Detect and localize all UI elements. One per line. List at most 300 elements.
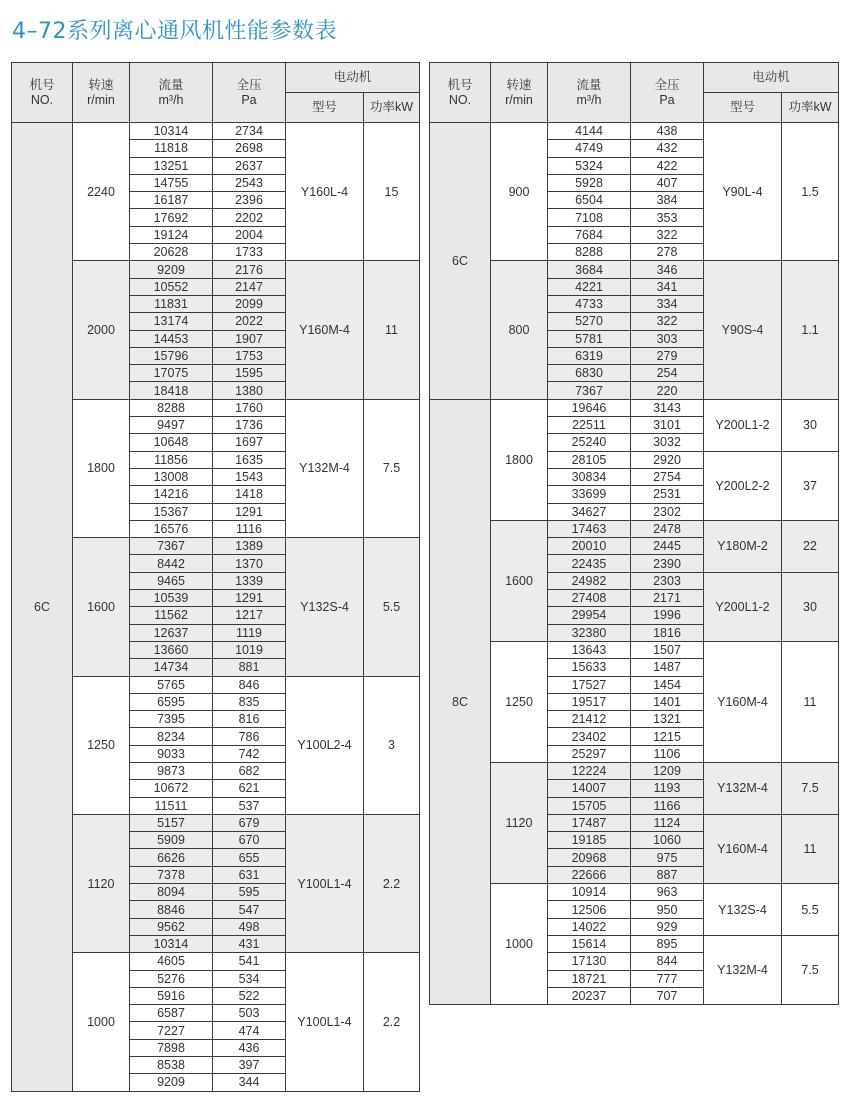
- table-row: [430, 123, 839, 140]
- table-row: [430, 884, 839, 901]
- motor-model-cell: Y160M-4: [704, 641, 782, 762]
- pressure-cell: 950: [631, 901, 704, 918]
- flow-cell: 10914: [548, 884, 631, 901]
- pressure-cell: 2147: [213, 278, 286, 295]
- header-unit: r/min: [505, 92, 533, 107]
- pressure-cell: 1401: [631, 693, 704, 710]
- flow-cell: 7108: [548, 209, 631, 226]
- flow-cell: 5765: [130, 676, 213, 693]
- performance-table-right: [429, 62, 839, 1005]
- pressure-cell: 844: [631, 953, 704, 970]
- motor-model-cell: Y132S-4: [286, 538, 364, 676]
- pressure-cell: 1060: [631, 832, 704, 849]
- flow-cell: 8846: [130, 901, 213, 918]
- flow-cell: 17130: [548, 953, 631, 970]
- flow-cell: 12506: [548, 901, 631, 918]
- flow-cell: 11511: [130, 797, 213, 814]
- flow-cell: 21412: [548, 711, 631, 728]
- flow-cell: 16576: [130, 520, 213, 537]
- header-label: 转速: [88, 77, 114, 92]
- pressure-cell: 384: [631, 192, 704, 209]
- pressure-cell: 1209: [631, 762, 704, 779]
- speed-cell: 1000: [73, 953, 130, 1091]
- pressure-cell: 303: [631, 330, 704, 347]
- pressure-cell: 881: [213, 659, 286, 676]
- motor-model-cell: Y132S-4: [704, 884, 782, 936]
- pressure-cell: 407: [631, 174, 704, 191]
- motor-power-cell: 5.5: [782, 884, 839, 936]
- header-label: 流量: [576, 77, 602, 92]
- flow-cell: 10672: [130, 780, 213, 797]
- flow-cell: 5324: [548, 157, 631, 174]
- motor-model-cell: Y100L1-4: [286, 814, 364, 952]
- pressure-cell: 1454: [631, 676, 704, 693]
- header-motor-model: 型号: [704, 93, 782, 123]
- header-motor-power: 功率kW: [364, 93, 420, 123]
- flow-cell: 5781: [548, 330, 631, 347]
- flow-cell: 20237: [548, 987, 631, 1004]
- motor-power-cell: 11: [782, 814, 839, 883]
- pressure-cell: 2478: [631, 520, 704, 537]
- header-motor: 电动机: [704, 63, 839, 93]
- flow-cell: 22666: [548, 866, 631, 883]
- motor-power-cell: 1.1: [782, 261, 839, 399]
- flow-cell: 13251: [130, 157, 213, 174]
- machine-no-cell: 8C: [430, 399, 491, 1004]
- pressure-cell: 1736: [213, 417, 286, 434]
- flow-cell: 8234: [130, 728, 213, 745]
- motor-power-cell: 2.2: [364, 814, 420, 952]
- flow-cell: 8288: [548, 244, 631, 261]
- table-row: [430, 520, 839, 537]
- flow-cell: 25297: [548, 745, 631, 762]
- pressure-cell: 670: [213, 832, 286, 849]
- flow-cell: 7898: [130, 1039, 213, 1056]
- pressure-cell: 1321: [631, 711, 704, 728]
- flow-cell: 10314: [130, 123, 213, 140]
- header-unit: Pa: [659, 92, 675, 107]
- header-flow: [548, 63, 631, 123]
- flow-cell: 13660: [130, 641, 213, 658]
- flow-cell: 9465: [130, 572, 213, 589]
- pressure-cell: 498: [213, 918, 286, 935]
- header-machine-no: [430, 63, 491, 123]
- flow-cell: 27408: [548, 590, 631, 607]
- flow-cell: 10552: [130, 278, 213, 295]
- speed-cell: 1250: [491, 641, 548, 762]
- table-row: [430, 641, 839, 658]
- pressure-cell: 2637: [213, 157, 286, 174]
- table-row: [12, 814, 420, 831]
- header-unit: NO.: [30, 92, 54, 107]
- flow-cell: 6587: [130, 1005, 213, 1022]
- pressure-cell: 3032: [631, 434, 704, 451]
- flow-cell: 3684: [548, 261, 631, 278]
- pressure-cell: 322: [631, 226, 704, 243]
- speed-cell: 2240: [73, 123, 130, 261]
- flow-cell: 20010: [548, 538, 631, 555]
- pressure-cell: 522: [213, 987, 286, 1004]
- pressure-cell: 1635: [213, 451, 286, 468]
- pressure-cell: 2396: [213, 192, 286, 209]
- pressure-cell: 975: [631, 849, 704, 866]
- flow-cell: 23402: [548, 728, 631, 745]
- table-row: [430, 261, 839, 278]
- flow-cell: 13174: [130, 313, 213, 330]
- pressure-cell: 929: [631, 918, 704, 935]
- flow-cell: 9562: [130, 918, 213, 935]
- pressure-cell: 631: [213, 866, 286, 883]
- pressure-cell: 2022: [213, 313, 286, 330]
- flow-cell: 17527: [548, 676, 631, 693]
- pressure-cell: 2171: [631, 590, 704, 607]
- pressure-cell: 436: [213, 1039, 286, 1056]
- flow-cell: 7378: [130, 866, 213, 883]
- flow-cell: 17463: [548, 520, 631, 537]
- flow-cell: 17692: [130, 209, 213, 226]
- flow-cell: 22511: [548, 417, 631, 434]
- header-label: 转速: [506, 77, 532, 92]
- flow-cell: 14734: [130, 659, 213, 676]
- table-row: [12, 261, 420, 278]
- motor-model-cell: Y90S-4: [704, 261, 782, 399]
- pressure-cell: 534: [213, 970, 286, 987]
- header-motor-power: 功率kW: [782, 93, 839, 123]
- header-machine-no: [12, 63, 73, 123]
- flow-cell: 13643: [548, 641, 631, 658]
- table-row: [12, 538, 420, 555]
- pressure-cell: 2176: [213, 261, 286, 278]
- pressure-cell: 220: [631, 382, 704, 399]
- header-motor: 电动机: [286, 63, 420, 93]
- flow-cell: 11831: [130, 295, 213, 312]
- speed-cell: 900: [491, 123, 548, 261]
- pressure-cell: 1193: [631, 780, 704, 797]
- pressure-cell: 1116: [213, 520, 286, 537]
- pressure-cell: 679: [213, 814, 286, 831]
- pressure-cell: 1215: [631, 728, 704, 745]
- pressure-cell: 254: [631, 365, 704, 382]
- header-label: 机号: [29, 77, 55, 92]
- speed-cell: 1120: [491, 762, 548, 883]
- flow-cell: 18721: [548, 970, 631, 987]
- header-unit: m³/h: [158, 92, 184, 107]
- pressure-cell: 1389: [213, 538, 286, 555]
- flow-cell: 9209: [130, 261, 213, 278]
- flow-cell: 19646: [548, 399, 631, 416]
- pressure-cell: 3101: [631, 417, 704, 434]
- pressure-cell: 1816: [631, 624, 704, 641]
- flow-cell: 8442: [130, 555, 213, 572]
- pressure-cell: 621: [213, 780, 286, 797]
- motor-power-cell: 5.5: [364, 538, 420, 676]
- header-label: 流量: [158, 77, 184, 92]
- pressure-cell: 432: [631, 140, 704, 157]
- flow-cell: 5157: [130, 814, 213, 831]
- pressure-cell: 742: [213, 745, 286, 762]
- pressure-cell: 537: [213, 797, 286, 814]
- motor-model-cell: Y200L1-2: [704, 572, 782, 641]
- flow-cell: 4733: [548, 295, 631, 312]
- flow-cell: 4605: [130, 953, 213, 970]
- speed-cell: 1250: [73, 676, 130, 814]
- flow-cell: 15614: [548, 935, 631, 952]
- flow-cell: 6504: [548, 192, 631, 209]
- pressure-cell: 1996: [631, 607, 704, 624]
- flow-cell: 20968: [548, 849, 631, 866]
- flow-cell: 5916: [130, 987, 213, 1004]
- motor-model-cell: Y160M-4: [286, 261, 364, 399]
- speed-cell: 2000: [73, 261, 130, 399]
- flow-cell: 33699: [548, 486, 631, 503]
- pressure-cell: 595: [213, 884, 286, 901]
- pressure-cell: 397: [213, 1057, 286, 1074]
- flow-cell: 6626: [130, 849, 213, 866]
- flow-cell: 11562: [130, 607, 213, 624]
- flow-cell: 14007: [548, 780, 631, 797]
- pressure-cell: 895: [631, 935, 704, 952]
- pressure-cell: 3143: [631, 399, 704, 416]
- pressure-cell: 1217: [213, 607, 286, 624]
- pressure-cell: 2302: [631, 503, 704, 520]
- pressure-cell: 1380: [213, 382, 286, 399]
- pressure-cell: 1733: [213, 244, 286, 261]
- pressure-cell: 2698: [213, 140, 286, 157]
- flow-cell: 15705: [548, 797, 631, 814]
- pressure-cell: 2390: [631, 555, 704, 572]
- flow-cell: 5276: [130, 970, 213, 987]
- flow-cell: 6319: [548, 347, 631, 364]
- flow-cell: 18418: [130, 382, 213, 399]
- flow-cell: 13008: [130, 468, 213, 485]
- flow-cell: 29954: [548, 607, 631, 624]
- pressure-cell: 431: [213, 935, 286, 952]
- speed-cell: 1600: [73, 538, 130, 676]
- pressure-cell: 1753: [213, 347, 286, 364]
- flow-cell: 16187: [130, 192, 213, 209]
- pressure-cell: 2445: [631, 538, 704, 555]
- header-label: 全压: [654, 77, 680, 92]
- pressure-cell: 816: [213, 711, 286, 728]
- pressure-cell: 2531: [631, 486, 704, 503]
- pressure-cell: 1418: [213, 486, 286, 503]
- pressure-cell: 279: [631, 347, 704, 364]
- motor-model-cell: Y90L-4: [704, 123, 782, 261]
- motor-model-cell: Y200L2-2: [704, 451, 782, 520]
- speed-cell: 1000: [491, 884, 548, 1005]
- motor-power-cell: 30: [782, 399, 839, 451]
- flow-cell: 5270: [548, 313, 631, 330]
- flow-cell: 30834: [548, 468, 631, 485]
- pressure-cell: 2543: [213, 174, 286, 191]
- pressure-cell: 341: [631, 278, 704, 295]
- flow-cell: 12224: [548, 762, 631, 779]
- motor-power-cell: 22: [782, 520, 839, 572]
- flow-cell: 9873: [130, 762, 213, 779]
- pressure-cell: 438: [631, 123, 704, 140]
- header-unit: NO.: [448, 92, 472, 107]
- flow-cell: 14216: [130, 486, 213, 503]
- flow-cell: 17075: [130, 365, 213, 382]
- pressure-cell: 422: [631, 157, 704, 174]
- motor-power-cell: 11: [782, 641, 839, 762]
- flow-cell: 11818: [130, 140, 213, 157]
- flow-cell: 15367: [130, 503, 213, 520]
- motor-model-cell: Y132M-4: [704, 762, 782, 814]
- motor-power-cell: 1.5: [782, 123, 839, 261]
- flow-cell: 7395: [130, 711, 213, 728]
- flow-cell: 4144: [548, 123, 631, 140]
- pressure-cell: 887: [631, 866, 704, 883]
- table-row: [12, 123, 420, 140]
- flow-cell: 9033: [130, 745, 213, 762]
- pressure-cell: 1124: [631, 814, 704, 831]
- header-speed: [73, 63, 130, 123]
- pressure-cell: 547: [213, 901, 286, 918]
- pressure-cell: 2202: [213, 209, 286, 226]
- pressure-cell: 353: [631, 209, 704, 226]
- pressure-cell: 2734: [213, 123, 286, 140]
- pressure-cell: 344: [213, 1074, 286, 1091]
- flow-cell: 14453: [130, 330, 213, 347]
- pressure-cell: 1166: [631, 797, 704, 814]
- motor-power-cell: 30: [782, 572, 839, 641]
- flow-cell: 6830: [548, 365, 631, 382]
- flow-cell: 11856: [130, 451, 213, 468]
- motor-power-cell: 11: [364, 261, 420, 399]
- table-row: [12, 676, 420, 693]
- pressure-cell: 1019: [213, 641, 286, 658]
- speed-cell: 1800: [491, 399, 548, 520]
- pressure-cell: 503: [213, 1005, 286, 1022]
- table-row: [12, 399, 420, 416]
- pressure-cell: 2099: [213, 295, 286, 312]
- flow-cell: 22435: [548, 555, 631, 572]
- pressure-cell: 541: [213, 953, 286, 970]
- pressure-cell: 1370: [213, 555, 286, 572]
- flow-cell: 5909: [130, 832, 213, 849]
- flow-cell: 12637: [130, 624, 213, 641]
- flow-cell: 7367: [130, 538, 213, 555]
- header-motor-model: 型号: [286, 93, 364, 123]
- flow-cell: 25240: [548, 434, 631, 451]
- flow-cell: 32380: [548, 624, 631, 641]
- flow-cell: 34627: [548, 503, 631, 520]
- flow-cell: 14022: [548, 918, 631, 935]
- pressure-cell: 1543: [213, 468, 286, 485]
- pressure-cell: 322: [631, 313, 704, 330]
- table-row: [430, 399, 839, 416]
- pressure-cell: 1339: [213, 572, 286, 589]
- flow-cell: 8538: [130, 1057, 213, 1074]
- flow-cell: 7227: [130, 1022, 213, 1039]
- pressure-cell: 2920: [631, 451, 704, 468]
- motor-model-cell: Y132M-4: [286, 399, 364, 537]
- header-unit: m³/h: [576, 92, 602, 107]
- flow-cell: 15633: [548, 659, 631, 676]
- header-label: 全压: [236, 77, 262, 92]
- pressure-cell: 2303: [631, 572, 704, 589]
- pressure-cell: 1760: [213, 399, 286, 416]
- motor-power-cell: 2.2: [364, 953, 420, 1091]
- pressure-cell: 1106: [631, 745, 704, 762]
- motor-model-cell: Y160M-4: [704, 814, 782, 883]
- pressure-cell: 777: [631, 970, 704, 987]
- table-row: [12, 953, 420, 970]
- flow-cell: 14755: [130, 174, 213, 191]
- table-row: [430, 762, 839, 779]
- pressure-cell: 1487: [631, 659, 704, 676]
- flow-cell: 8288: [130, 399, 213, 416]
- performance-table-left: [11, 62, 420, 1092]
- pressure-cell: 707: [631, 987, 704, 1004]
- flow-cell: 8094: [130, 884, 213, 901]
- pressure-cell: 278: [631, 244, 704, 261]
- motor-model-cell: Y100L2-4: [286, 676, 364, 814]
- flow-cell: 5928: [548, 174, 631, 191]
- flow-cell: 15796: [130, 347, 213, 364]
- flow-cell: 19517: [548, 693, 631, 710]
- flow-cell: 9209: [130, 1074, 213, 1091]
- pressure-cell: 2754: [631, 468, 704, 485]
- motor-power-cell: 37: [782, 451, 839, 520]
- pressure-cell: 963: [631, 884, 704, 901]
- flow-cell: 7684: [548, 226, 631, 243]
- machine-no-cell: 6C: [12, 123, 73, 1092]
- flow-cell: 4221: [548, 278, 631, 295]
- motor-power-cell: 15: [364, 123, 420, 261]
- motor-model-cell: Y200L1-2: [704, 399, 782, 451]
- motor-power-cell: 7.5: [364, 399, 420, 537]
- flow-cell: 20628: [130, 244, 213, 261]
- flow-cell: 19124: [130, 226, 213, 243]
- pressure-cell: 346: [631, 261, 704, 278]
- header-pressure: [631, 63, 704, 123]
- flow-cell: 19185: [548, 832, 631, 849]
- header-unit: r/min: [87, 92, 115, 107]
- speed-cell: 1800: [73, 399, 130, 537]
- header-speed: [491, 63, 548, 123]
- machine-no-cell: 6C: [430, 123, 491, 400]
- pressure-cell: 2004: [213, 226, 286, 243]
- motor-model-cell: Y100L1-4: [286, 953, 364, 1091]
- speed-cell: 1120: [73, 814, 130, 952]
- flow-cell: 10539: [130, 590, 213, 607]
- pressure-cell: 1907: [213, 330, 286, 347]
- motor-model-cell: Y132M-4: [704, 935, 782, 1004]
- pressure-cell: 1697: [213, 434, 286, 451]
- flow-cell: 9497: [130, 417, 213, 434]
- header-unit: Pa: [241, 92, 257, 107]
- flow-cell: 10648: [130, 434, 213, 451]
- motor-power-cell: 7.5: [782, 762, 839, 814]
- motor-model-cell: Y160L-4: [286, 123, 364, 261]
- flow-cell: 28105: [548, 451, 631, 468]
- pressure-cell: 682: [213, 762, 286, 779]
- flow-cell: 4749: [548, 140, 631, 157]
- flow-cell: 10314: [130, 935, 213, 952]
- pressure-cell: 786: [213, 728, 286, 745]
- header-label: 机号: [447, 77, 473, 92]
- pressure-cell: 655: [213, 849, 286, 866]
- speed-cell: 1600: [491, 520, 548, 641]
- motor-model-cell: Y180M-2: [704, 520, 782, 572]
- flow-cell: 24982: [548, 572, 631, 589]
- pressure-cell: 1119: [213, 624, 286, 641]
- motor-power-cell: 3: [364, 676, 420, 814]
- pressure-cell: 835: [213, 693, 286, 710]
- pressure-cell: 1595: [213, 365, 286, 382]
